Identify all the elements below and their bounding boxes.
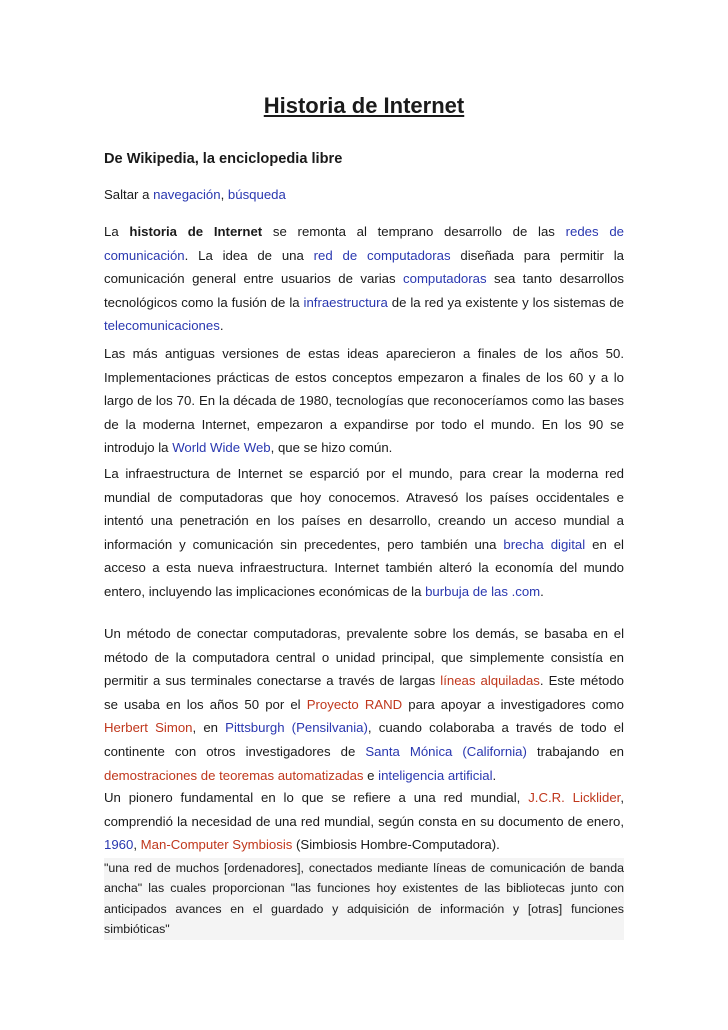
text-run: La — [104, 224, 130, 239]
link-burbuja-com[interactable]: burbuja de las .com — [425, 583, 541, 599]
text-run: . — [492, 767, 497, 783]
link-proyecto-rand[interactable]: Proyecto RAND — [306, 696, 403, 712]
text-run: se remonta al temprano desarrollo de las — [262, 224, 566, 239]
link-herbert-simon[interactable]: Herbert Simon — [104, 720, 193, 736]
skip-prefix: Saltar a — [104, 187, 154, 202]
quote-block: "una red de muchos [ordenadores], conectados mediante líneas de comunicación de banda ancha" las cuales proporcionan "las funciones hoy existentes de las bibliotecas junto con anticipados avances en el guardado y adquisición de información y [otras] funciones simbióticas" — [104, 858, 624, 940]
paragraph-licklider — [104, 786, 624, 857]
skip-separator: , — [220, 187, 228, 202]
text-run: , — [133, 837, 141, 853]
text-run: (Simbiosis Hombre-Computadora). — [292, 837, 500, 853]
search-link[interactable]: búsqueda — [227, 187, 286, 202]
text-run: Un método de conectar computadoras, prevalente sobre los demás, se basaba en el método de la computadora central o unidad principal, que simplemente consistía en permitir a sus terminales conectarse a través de largas — [104, 626, 624, 689]
text-run: , comprendió la necesidad de una red mundial, según consta en su documento de enero, — [104, 790, 624, 829]
text-run: Un pionero fundamental en lo que se refiere a una red mundial, — [104, 790, 529, 805]
bold-term: historia de Internet — [129, 224, 263, 239]
link-brecha-digital[interactable]: brecha digital — [503, 536, 586, 552]
text-run: sea tanto desarrollos tecnológicos como la fusión de la — [104, 271, 625, 310]
text-run: , en — [192, 720, 226, 736]
text-run: para apoyar a investigadores como — [402, 696, 624, 712]
text-run: diseñada para permitir la comunicación general entre usuarios de varias — [104, 247, 624, 287]
text-run: trabajando en — [526, 743, 625, 759]
link-lineas-alquiladas[interactable]: líneas alquiladas — [440, 673, 540, 689]
link-pittsburgh[interactable]: Pittsburgh (Pensilvania) — [225, 720, 368, 736]
navigation-link[interactable]: navegación — [153, 187, 221, 202]
page-title: Historia de Internet — [263, 93, 465, 118]
paragraph-intro — [104, 220, 624, 338]
text-run: . La idea de una — [184, 247, 314, 263]
link-infraestructura[interactable]: infraestructura — [303, 294, 388, 310]
link-inteligencia-artificial[interactable]: inteligencia artificial — [378, 767, 493, 783]
text-run: . — [540, 583, 544, 599]
link-licklider[interactable]: J.C.R. Licklider — [528, 790, 621, 805]
link-computadoras[interactable]: computadoras — [403, 271, 487, 287]
link-redes-de-comunicacion[interactable]: redes de comunicación — [104, 224, 624, 263]
text-run: , cuando colaboraba a través de todo el continente con otros investigadores de — [104, 720, 624, 759]
link-man-computer-symbiosis[interactable]: Man-Computer Symbiosis — [140, 837, 293, 853]
paragraph-infrastructure — [104, 462, 624, 604]
link-1960[interactable]: 1960 — [104, 837, 134, 853]
text-run: . — [219, 318, 224, 334]
text-run: e — [363, 767, 379, 783]
text-run: La infraestructura de Internet se esparció por el mundo, para crear la moderna red mundial de computadoras que hoy conocemos. Atravesó los países occidentales e intentó una penetración en los países en desarrollo, creando un acceso mundial a información y comunicación sin precedentes, pero también una — [104, 466, 624, 552]
text-run: Las más antiguas versiones de estas ideas aparecieron a finales de los años 50. Implementaciones prácticas de estos conceptos empezaron a finales de los 60 y a lo largo de los 70. En la década de 1980, tecnologías que reconoceríamos como las bases de la moderna Internet, empezaron a expandirse por todo el mundo. En los 90 se introdujo la — [104, 346, 624, 456]
link-telecomunicaciones[interactable]: telecomunicaciones — [104, 318, 220, 334]
link-santa-monica[interactable]: Santa Mónica (California) — [365, 743, 527, 759]
text-run: , que se hizo común. — [270, 440, 393, 456]
link-demostraciones-teoremas[interactable]: demostraciones de teoremas automatizadas — [104, 767, 364, 783]
link-world-wide-web[interactable]: World Wide Web — [172, 440, 271, 456]
text-run: en el acceso a esta nueva infraestructura. Internet también alteró la economía del mundo entero, incluyendo las implicaciones económicas de la — [104, 536, 624, 599]
paragraph-method — [104, 622, 624, 787]
text-run: de la red ya existente y los sistemas de — [387, 294, 625, 310]
skip-links — [104, 186, 624, 204]
page-subtitle: De Wikipedia, la enciclopedia libre — [104, 151, 343, 167]
text-run: . Este método se usaba en los años 50 por el — [104, 673, 625, 712]
paragraph-history — [104, 342, 624, 460]
link-red-de-computadoras[interactable]: red de computadoras — [313, 247, 451, 263]
